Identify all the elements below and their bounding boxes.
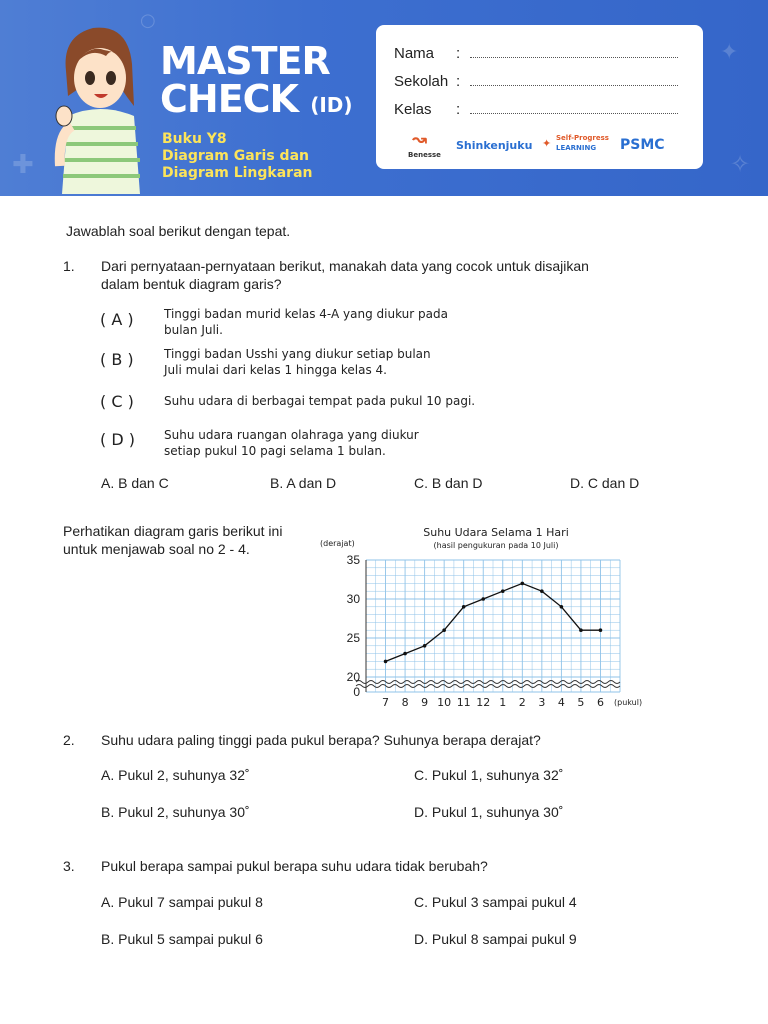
q1-choice-d[interactable]: D. C dan D (570, 475, 640, 491)
question-3-number: 3. (63, 858, 75, 874)
question-2-number: 2. (63, 732, 75, 748)
chart-xlabel: (pukul) (614, 698, 643, 707)
self-progress-logo: Self-Progress (556, 134, 609, 142)
temperature-line-chart (318, 520, 678, 720)
title-suffix: (ID) (310, 93, 353, 117)
q2-choice-b[interactable]: B. Pukul 2, suhunya 30˚ (101, 804, 250, 820)
x-tick-label: 11 (456, 696, 471, 709)
class-label: Kelas (394, 101, 432, 118)
class-field[interactable]: Kelas : (394, 101, 678, 118)
question-2-text: Suhu udara paling tinggi pada pukul berapa? Suhunya berapa derajat? (101, 732, 541, 748)
q2-choice-d[interactable]: D. Pukul 1, suhunya 30˚ (414, 804, 564, 820)
title-line-1: MASTER (160, 39, 330, 83)
statement-a-label: ( A ) (100, 310, 134, 329)
q3-choice-b[interactable]: B. Pukul 5 sampai pukul 6 (101, 931, 263, 947)
x-tick-label: 5 (577, 696, 585, 709)
chart-intro-line: untuk menjawab soal no 2 - 4. (63, 541, 250, 557)
self-progress-learning: LEARNING (556, 144, 597, 152)
x-tick-label: 6 (596, 696, 604, 709)
chart-intro-line: Perhatikan diagram garis berikut ini (63, 523, 283, 539)
data-point (423, 644, 427, 648)
statement-a-text: Tinggi badan murid kelas 4-A yang diukur pada bulan Juli. (164, 307, 448, 337)
question-1-number: 1. (63, 258, 75, 274)
name-input-line[interactable] (470, 45, 678, 58)
axis-break-wave (356, 685, 620, 688)
data-point (481, 597, 485, 601)
q1-choice-c[interactable]: C. B dan D (414, 475, 483, 491)
x-tick-label: 1 (499, 696, 507, 709)
statement-c-label: ( C ) (100, 392, 134, 411)
statement-d-label: ( D ) (100, 430, 135, 449)
school-field[interactable]: Sekolah : (394, 73, 678, 90)
data-point (599, 628, 603, 632)
student-info-box (376, 25, 703, 169)
y-tick-label: 30 (346, 592, 360, 606)
x-tick-label: 12 (476, 696, 491, 709)
subtitle-line: Diagram Garis dan (162, 148, 309, 164)
y-tick-label: 25 (346, 631, 360, 645)
chart-subtitle: (hasil pengukuran pada 10 Juli) (433, 541, 559, 550)
x-tick-label: 2 (518, 696, 526, 709)
q3-choice-d[interactable]: D. Pukul 8 sampai pukul 9 (414, 931, 577, 947)
y-tick-labels (347, 553, 361, 699)
q3-choice-c[interactable]: C. Pukul 3 sampai pukul 4 (414, 894, 577, 910)
chart-grid (366, 560, 620, 692)
statement-c-text: Suhu udara di berbagai tempat pada pukul 10 pagi. (164, 394, 476, 408)
circle-decoration-icon: ○ (140, 10, 156, 31)
question-1-text-line: Dari pernyataan-pernyataan berikut, manakah data yang cocok untuk disajikan (101, 258, 589, 274)
subtitle-line: Buku Y8 (162, 131, 227, 147)
data-point (560, 605, 564, 609)
sparkle-decoration-icon: ✧ (730, 150, 751, 178)
x-tick-label: 3 (538, 696, 546, 709)
benesse-logo-icon: ↝ (412, 129, 428, 150)
x-tick-label: 4 (557, 696, 565, 709)
q1-choice-b[interactable]: B. A dan D (270, 475, 337, 491)
data-point (501, 589, 505, 593)
axis-break-wave (356, 681, 620, 684)
benesse-logo: Benesse (408, 151, 441, 159)
question-3-text: Pukul berapa sampai pukul berapa suhu udara tidak berubah? (101, 858, 488, 874)
data-point (521, 582, 525, 586)
statement-b-text: Tinggi badan Usshi yang diukur setiap bulan Juli mulai dari kelas 1 hingga kelas 4. (164, 347, 431, 377)
q2-choice-c[interactable]: C. Pukul 1, suhunya 32˚ (414, 767, 564, 783)
subtitle-line: Diagram Lingkaran (162, 165, 313, 181)
y-tick-label: 35 (346, 553, 360, 567)
data-point (403, 652, 407, 656)
school-input-line[interactable] (470, 73, 678, 86)
chart-ylabel: (derajat) (320, 539, 355, 548)
y-tick-label: 20 (346, 670, 360, 684)
data-point (442, 628, 446, 632)
y-tick-label: 0 (353, 685, 360, 699)
x-tick-label: 9 (421, 696, 429, 709)
header-banner (0, 0, 768, 196)
star-decoration-icon: ✦ (720, 40, 739, 65)
instruction-text: Jawablah soal berikut dengan tepat. (66, 223, 291, 239)
class-input-line[interactable] (470, 101, 678, 114)
q3-choice-a[interactable]: A. Pukul 7 sampai pukul 8 (101, 894, 263, 910)
title-line-2: CHECK (160, 77, 298, 121)
x-tick-labels (382, 696, 604, 709)
self-progress-icon: ✦ (542, 137, 552, 150)
book-subtitle (162, 131, 313, 182)
shinkenjuku-logo: Shinkenjuku (456, 139, 533, 152)
data-point (579, 628, 583, 632)
data-point (540, 589, 544, 593)
x-tick-label: 8 (401, 696, 409, 709)
data-point (384, 660, 388, 664)
master-check-title (160, 39, 353, 124)
school-label: Sekolah (394, 73, 449, 90)
x-tick-label: 10 (437, 696, 452, 709)
name-field[interactable]: Nama : (394, 45, 678, 62)
partner-logos (406, 129, 686, 165)
data-point (462, 605, 466, 609)
mascot-girl-illustration (48, 16, 148, 196)
question-1-text-line: dalam bentuk diagram garis? (101, 276, 282, 292)
psmc-logo: PSMC (620, 137, 665, 153)
name-label: Nama (394, 45, 435, 62)
chart-title: Suhu Udara Selama 1 Hari (423, 526, 569, 539)
plus-decoration-icon: ✚ (12, 150, 34, 180)
statement-b-label: ( B ) (100, 350, 134, 369)
axis-break (356, 681, 620, 688)
x-tick-label: 7 (382, 696, 390, 709)
q1-choice-a[interactable]: A. B dan C (101, 475, 169, 491)
statement-d-text: Suhu udara ruangan olahraga yang diukur setiap pukul 10 pagi selama 1 bulan. (164, 428, 419, 458)
q2-choice-a[interactable]: A. Pukul 2, suhunya 32˚ (101, 767, 250, 783)
